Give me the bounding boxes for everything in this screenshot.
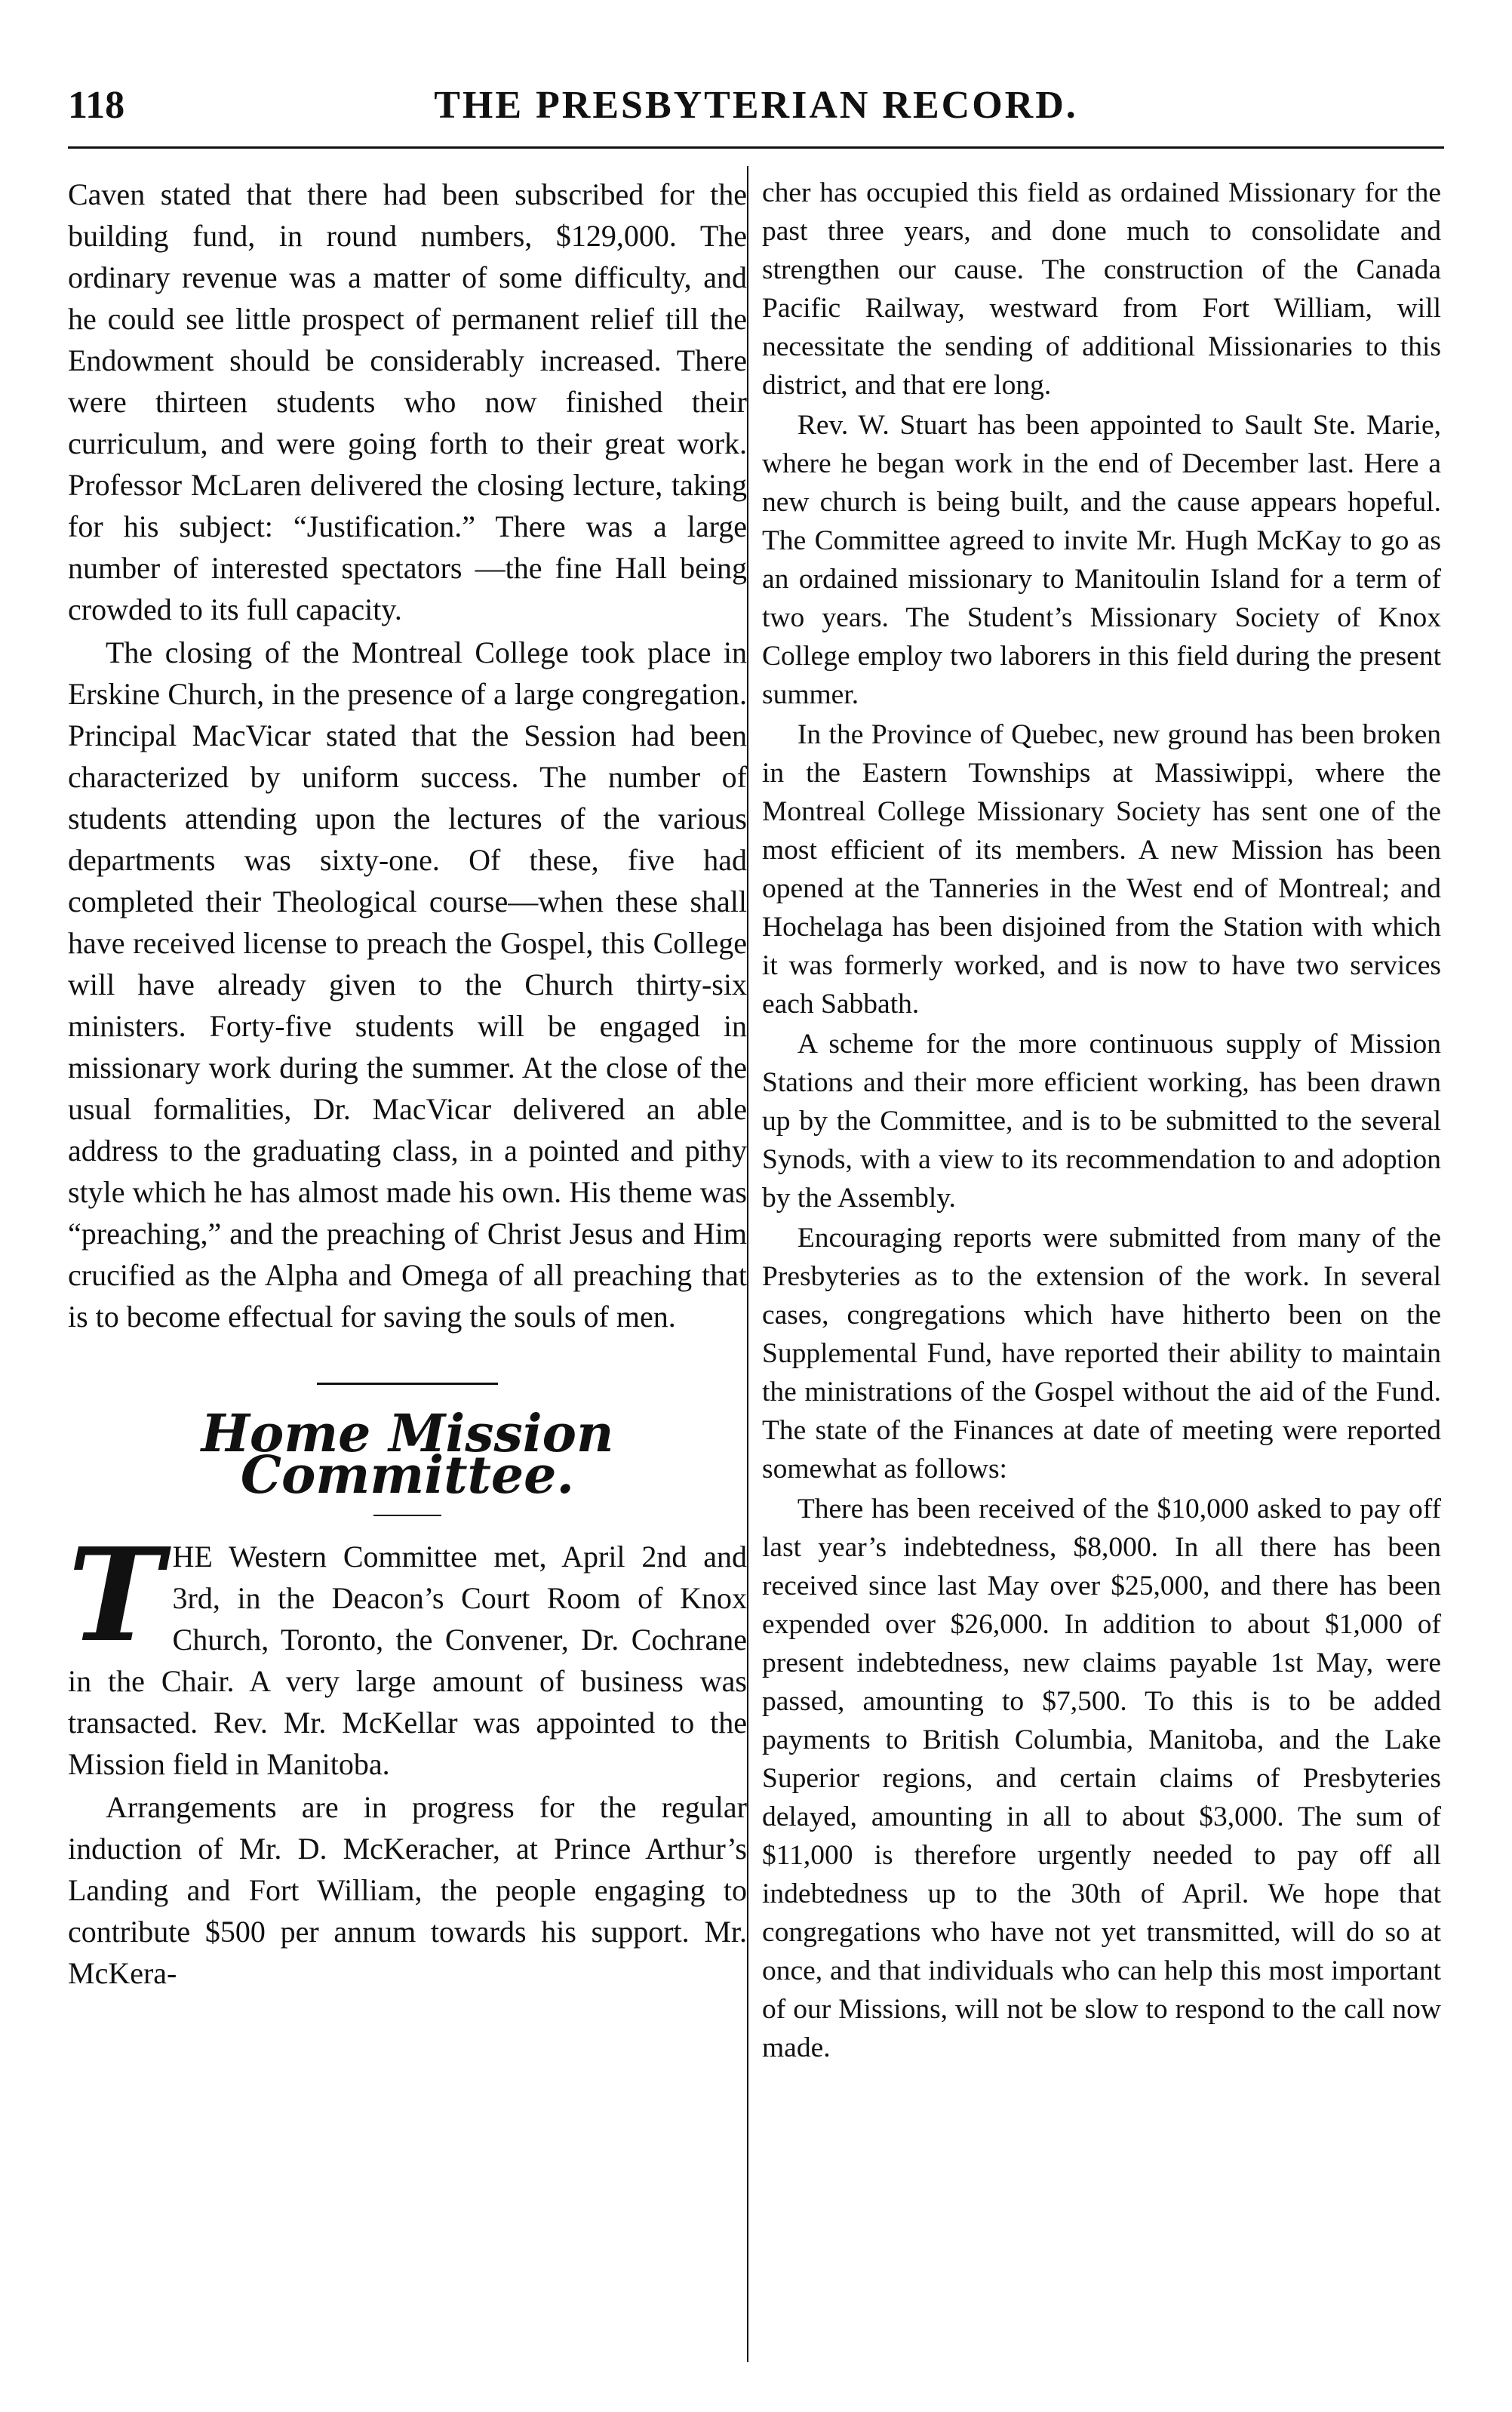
paragraph: Caven stated that there had been subscribed for the building fund, in round numbers, $129,000. The ordinary revenue was a matter of some difficulty, and he could see little prospect of permanent relief till the Endowment should be considerably increased. There were thirteen students who now finished their curriculum, and were going forth to their great work. Professor McLaren delivered the closing lecture, taking for his subject: “Justification.” There was a large number of interested spectators —the fine Hall being crowded to its full capacity. xyxy=(68,177,747,626)
drop-cap: T xyxy=(68,1520,164,1671)
paragraph xyxy=(68,1520,747,1785)
page-header xyxy=(53,72,1459,140)
section-divider xyxy=(317,1383,498,1385)
paragraph: In the Province of Quebec, new ground has been broken in the Eastern Townships at Massiwippi, where the Montreal College Missionary Society has sent one of the most efficient of its members. A new Mission has been opened at the Tanneries in the West end of Montreal; and Hochelaga has been disjoined from the Station with which it was formerly worked, and is now to have two services each Sabbath. xyxy=(762,719,1441,1020)
section-heading: Home Mission Committee. xyxy=(201,1404,614,1506)
paragraph: Rev. W. Stuart has been appointed to Sault Ste. Marie, where he began work in the end of December last. Here a new church is being built, and the cause appears hopeful. The Committee agreed to invite Mr. Hugh McKay to go as an ordained missionary to Manitoulin Island for a term of two years. The Student’s Missionary Society of Knox College employ two laborers in this field during the present summer. xyxy=(762,410,1441,710)
left-column xyxy=(68,174,747,1995)
paragraph: Encouraging reports were submitted from many of the Presbyteries as to the extension of the work. In several cases, congregations which have hitherto been on the Supplemental Fund, have reported their ability to maintain the ministrations of the Gospel without the aid of the Fund. The state of the Finances at date of meeting were reported somewhat as follows: xyxy=(762,1223,1441,1484)
header-rule xyxy=(68,146,1444,149)
paragraph: Arrangements are in progress for the regular induction of Mr. D. McKeracher, at Prince Arthur’s Landing and Fort William, the people engaging to contribute $500 per annum towards his support. Mr. McKera- xyxy=(68,1790,747,1990)
right-column xyxy=(762,174,1441,2069)
paragraph: A scheme for the more continuous supply of Mission Stations and their more efficient working, has been drawn up by the Committee, and is to be submitted to the several Synods, with a view to its recommendation to and adoption by the Assembly. xyxy=(762,1029,1441,1214)
heading-underline xyxy=(373,1515,441,1516)
paragraph: There has been received of the $10,000 asked to pay off last year’s indebtedness, $8,000. In all there has been received since last May over $25,000, and there has been expended over $26,000. In addition to about $1,000 of present indebtedness, new claims payable 1st May, were passed, amounting to $7,500. To this is to be added payments to British Columbia, Manitoba, and the Lake Superior regions, and certain claims of Presbyteries delayed, amounting in all to about $3,000. The sum of $11,000 is therefore urgently needed to pay off all indebtedness up to the 30th of April. We hope that congregations who have not yet transmitted, will do so at once, and that individuals who can help this most important of our Missions, will not be slow to respond to the call now made. xyxy=(762,1494,1441,2063)
paragraph: cher has occupied this field as ordained Missionary for the past three years, and done much to consolidate and strengthen our cause. The construction of the Canada Pacific Railway, westward from Fort William, will necessitate the sending of additional Missionaries to this district, and that ere long. xyxy=(762,177,1441,401)
paragraph-text: HE Western Committee met, April 2nd and 3rd, in the Deacon’s Court Room of Knox Church, Toronto, the Convener, Dr. Cochrane in the Chair. A very large amount of business was transacted. Rev. Mr. McKellar was appointed to the Mission field in Manitoba. xyxy=(68,1540,747,1781)
page-number: 118 xyxy=(68,84,125,127)
column-divider xyxy=(747,166,748,2362)
running-title: THE PRESBYTERIAN RECORD. xyxy=(434,84,1078,127)
paragraph: The closing of the Montreal College took place in Erskine Church, in the presence of a large congregation. Principal MacVicar stated that the Session had been characterized by uniform success. The number of students attending upon the lectures of the various departments was sixty-one. Of these, five had completed their Theological course—when these shall have received license to preach the Gospel, this College will have already given to the Church thirty-six ministers. Forty-five students will be engaged in missionary work during the summer. At the close of the usual formalities, Dr. MacVicar delivered an able address to the graduating class, in a pointed and pithy style which he has almost made his own. His theme was “preaching,” and the preaching of Christ Jesus and Him crucified as the Alpha and Omega of all preaching that is to become effectual for saving the souls of men. xyxy=(68,635,747,1334)
